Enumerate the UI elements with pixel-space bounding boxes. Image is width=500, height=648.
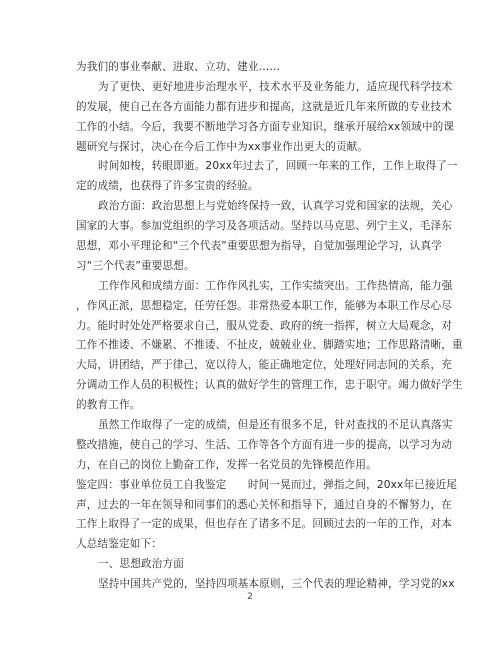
text-line: 工作作风和成绩方面：工作作风扎实，工作实绩突出。工作热情高，能力强 [98, 279, 453, 292]
text-line: 时间如梭，转眼即逝。20xx年过去了，回顾一年来的工作，工作上取得了一 [98, 160, 458, 173]
text-line: 力。能时时处处严格要求自己，服从党委、政府的统一指挥，树立大局观念，对 [76, 319, 453, 332]
text-line: 习“三个代表”重要思想。 [76, 259, 195, 272]
text-line: 工作上取得了一定的成果，但也存在了诸多不足。回顾过去的一年的工作，对本 [76, 518, 453, 531]
text-line: 虽然工作取得了一定的成绩，但是还有很多不足，针对查找的不足认真落实 [98, 419, 453, 432]
text-line: 的教育工作。 [76, 399, 141, 412]
text-line: 政治方面：政治思想上与党始终保持一致，认真学习党和国家的法规，关心 [98, 200, 453, 213]
text-line: 的发展，使自己在各方面能力都有进步和提高，这就是近几年来所做的专业技术 [76, 100, 453, 113]
text-line: 工作不推诿、不嫌累、不推诿、不扯皮，兢兢业业、脚踏实地；工作思路清晰，重 [76, 339, 463, 352]
text-line: 题研究与探讨，决心在今后工作中为xx事业作出更大的贡献。 [76, 140, 369, 153]
page-number: 2 [247, 592, 253, 602]
body-text [76, 58, 463, 595]
text-line: 整改措施，使自己的学习、生活、工作等各个方面有进一步的提高，以学习为动 [76, 438, 453, 451]
text-line: 一、思想政治方面 [98, 558, 184, 571]
text-line: 分调动工作人员的积极性；认真的做好学生的管理工作，忠于职守。竭力做好学生 [76, 379, 463, 392]
text-line: 为了更快、更好地进步治理水平，技术水平及业务能力，适应现代科学技术 [98, 80, 453, 93]
text-line: 力，在自己的岗位上勤奋工作，发挥一名党员的先锋模范作用。 [76, 458, 377, 471]
text-line: 为我们的事业奉献、进取、立功、建业…… [76, 61, 281, 73]
text-line: ，作风正派，思想稳定，任劳任怨。非常热爱本职工作，能够为本职工作尽心尽 [76, 299, 453, 312]
text-line: 国家的大事。参加党组织的学习及各项活动。坚持以马克思、列宁主义，毛泽东 [76, 220, 453, 233]
text-line: 工作的小结。今后，我要不断地学习各方面专业知识，继承开展给xx领域中的课 [76, 120, 455, 133]
text-line: 人总结鉴定如下： [76, 538, 162, 551]
text-line: 思想，邓小平理论和“三个代表”重要思想为指导，自觉加强理论学习，认真学 [76, 240, 442, 253]
text-line: 声，过去的一年在领导和同事们的悉心关怀和指导下，通过自身的不懈努力，在 [76, 498, 453, 511]
text-line: 定的成绩，也获得了许多宝贵的经验。 [76, 180, 259, 193]
text-line: 坚持中国共产党的，坚持四项基本原则，三个代表的理论精神，学习党的xx [98, 578, 455, 591]
text-line: 鉴定四：事业单位员工自我鉴定 时间一晃而过，弹指之间，20xx年已接近尾 [76, 478, 458, 491]
text-line: 大局，讲团结，严于律己，宽以待人，能正确地定位，处理好同志间的关系，充 [76, 359, 453, 372]
